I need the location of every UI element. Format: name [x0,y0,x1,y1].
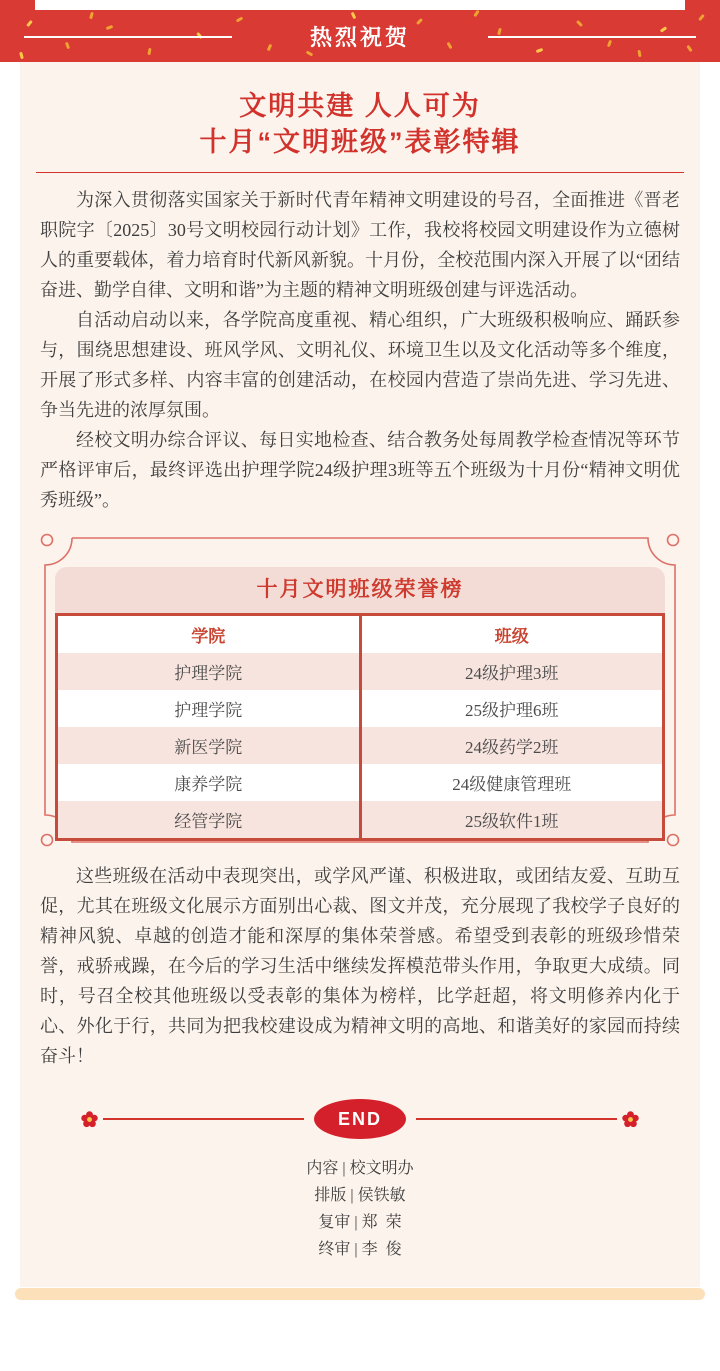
banner-title: 热烈祝贺 [309,24,410,50]
class-cell: 25级护理6班 [465,701,559,720]
end-divider [76,1099,644,1139]
college-cell: 经管学院 [57,801,361,840]
column-header-class: 班级 [360,615,664,654]
table-row [57,690,664,727]
college-cell: 新医学院 [57,727,361,764]
credit-line-final-review: 终审 | 李 俊 [318,1241,402,1258]
class-cell: 25级软件1班 [465,812,559,831]
end-badge: END [314,1099,406,1139]
footer-bar [15,1288,705,1300]
credit-line-review: 复审 | 郑 荣 [318,1214,402,1231]
paragraph-3: 经校文明办综合评议、每日实地检查、结合教务处每周教学检查情况等环节严格评审后，最终评选出护理学院24级护理3班等五个班级为十月份“精神文明优秀班级”。 [40,430,680,510]
credits [20,1155,700,1263]
article-card [20,62,700,1287]
honor-roll-table [55,613,665,841]
page-title-line-2: 十月“文明班级”表彰特辑 [199,127,521,157]
college-cell: 康养学院 [57,764,361,801]
table-row [57,727,664,764]
flower-icon [81,1111,98,1128]
page-title [20,88,700,160]
honor-roll-panel [55,567,665,841]
paragraph-1: 为深入贯彻落实国家关于新时代青年精神文明建设的号召，全面推进《晋老职院字〔2025〕30号文明校园行动计划》工作，我校将校园文明建设作为立德树人的重要载体，着力培育时代新风新貌。十月份，全校范围内深入开展了以“团结奋进、勤学自律、文明和谐”为主题的精神文明班级创建与评选活动。 [40,190,680,300]
table-row [57,653,664,690]
end-divider-line-right [416,1118,617,1120]
end-divider-line-left [103,1118,304,1120]
honor-roll-title: 十月文明班级荣誉榜 [256,578,464,601]
article-body [20,185,700,515]
table-row [57,764,664,801]
congrats-banner [0,0,720,62]
table-header-row [57,615,664,654]
column-header-college: 学院 [57,615,361,654]
college-cell: 护理学院 [57,653,361,690]
title-divider [36,172,684,173]
credit-line-content: 内容 | 校文明办 [306,1160,414,1177]
paragraph-2: 自活动启动以来，各学院高度重视、精心组织，广大班级积极响应、踊跃参与，围绕思想建设、班风学风、文明礼仪、环境卫生以及文化活动等多个维度，开展了形式多样、内容丰富的创建活动，在校园内营造了崇尚先进、学习先进、争当先进的浓厚氛围。 [40,310,680,420]
class-cell: 24级护理3班 [465,664,559,683]
flower-icon [622,1111,639,1128]
honor-roll-section [38,531,682,849]
class-cell: 24级药学2班 [465,738,559,757]
college-cell: 护理学院 [57,690,361,727]
page-title-line-1: 文明共建 人人可为 [239,91,481,121]
article-closing [20,861,700,1071]
credit-line-layout: 排版 | 侯铁敏 [314,1187,406,1204]
closing-paragraph: 这些班级在活动中表现突出，或学风严谨、积极进取，或团结友爱、互助互促，尤其在班级文化展示方面别出心裁、图文并茂，充分展现了我校学子良好的精神风貌、卓越的创造才能和深厚的集体荣誉感。希望受到表彰的班级珍惜荣誉，戒骄戒躁，在今后的学习生活中继续发挥模范带头作用，争取更大成绩。同时，号召全校其他班级以受表彰的集体为榜样，比学赶超，将文明修养内化于心、外化于行，共同为把我校建设成为精神文明的高地、和谐美好的家园而持续奋斗！ [40,866,680,1066]
banner-ribbon-notch [35,0,685,10]
class-cell: 24级健康管理班 [452,775,572,794]
table-row [57,801,664,840]
